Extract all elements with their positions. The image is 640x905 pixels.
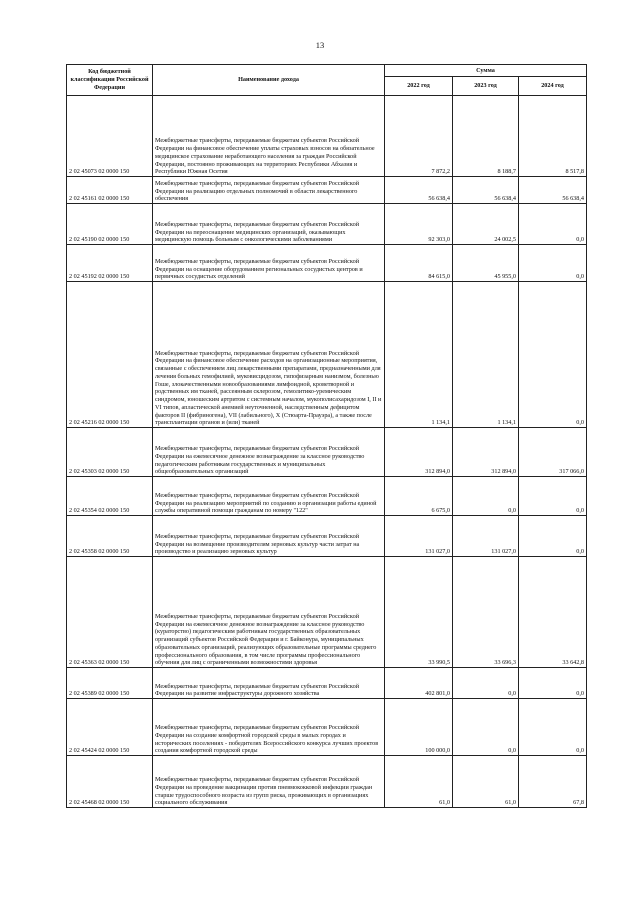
row-2024: 67,8 <box>519 756 587 808</box>
row-2024: 0,0 <box>519 204 587 245</box>
row-code: 2 02 45468 02 0000 150 <box>67 756 153 808</box>
row-code: 2 02 45389 02 0000 150 <box>67 668 153 699</box>
row-2022: 1 134,1 <box>385 282 453 428</box>
row-2022: 7 872,2 <box>385 96 453 177</box>
table-row <box>67 477 587 516</box>
row-name: Межбюджетные трансферты, передаваемые бюджетам субъектов Российской Федерации на финансовое обеспечение уплаты страховых взносов на обязательное медицинское страхование неработающего населения за граждан Российской Федерации, постоянно проживающих на территориях Республики Абхазия и Республики Южная Осетия <box>153 96 385 177</box>
budget-income-table <box>66 64 587 808</box>
table-row <box>67 204 587 245</box>
row-code: 2 02 45073 02 0000 150 <box>67 96 153 177</box>
row-name: Межбюджетные трансферты, передаваемые бюджетам субъектов Российской Федерации на финансовое обеспечение расходов на организационные мероприятия, связанные с обеспечением лиц лекарственными препаратами, предназначенными для лечения больных гемофилией, муковисцидозом, гипофизарным нанизмом, болезнью Гоше, злокачественными новообразованиями лимфоидной, кроветворной и родственных им тканей, рассеянным склерозом, гемолитико-уремическим синдромом, юношеским артритом с системным началом, мукополисахаридозом I, II и VI типов, апластической анемией неуточненной, наследственным дефицитом факторов II (фибриногена), VII (лабильного), X (Стюарта-Прауэра), а также после трансплантации органов и (или) тканей <box>153 282 385 428</box>
row-2022: 402 801,0 <box>385 668 453 699</box>
row-2023: 1 134,1 <box>453 282 519 428</box>
row-2024: 0,0 <box>519 668 587 699</box>
row-2023: 0,0 <box>453 668 519 699</box>
header-year-2023: 2023 год <box>453 77 519 96</box>
row-code: 2 02 45190 02 0000 150 <box>67 204 153 245</box>
row-2022: 92 303,0 <box>385 204 453 245</box>
row-name: Межбюджетные трансферты, передаваемые бюджетам субъектов Российской Федерации на оснащение оборудованием региональных сосудистых центров и первичных сосудистых отделений <box>153 245 385 282</box>
row-2023: 24 002,5 <box>453 204 519 245</box>
row-2024: 8 517,8 <box>519 96 587 177</box>
header-sum: Сумма <box>385 65 587 77</box>
row-2022: 61,0 <box>385 756 453 808</box>
header-year-2024: 2024 год <box>519 77 587 96</box>
table-row <box>67 177 587 204</box>
row-2024: 0,0 <box>519 516 587 557</box>
row-2023: 312 894,0 <box>453 428 519 477</box>
row-2024: 0,0 <box>519 699 587 756</box>
row-code: 2 02 45354 02 0000 150 <box>67 477 153 516</box>
row-name: Межбюджетные трансферты, передаваемые бюджетам субъектов Российской Федерации на ежемесячное денежное вознаграждение за классное руководство педагогическим работникам государственных и муниципальных общеобразовательных организаций <box>153 428 385 477</box>
header-name: Наименование дохода <box>153 65 385 96</box>
row-2023: 45 955,0 <box>453 245 519 282</box>
row-name: Межбюджетные трансферты, передаваемые бюджетам субъектов Российской Федерации на переоснащение медицинских организаций, оказывающих медицинскую помощь больным с онкологическими заболеваниями <box>153 204 385 245</box>
table-header-row <box>67 65 587 77</box>
row-code: 2 02 45216 02 0000 150 <box>67 282 153 428</box>
row-2024: 56 638,4 <box>519 177 587 204</box>
page-number: 13 <box>315 40 325 50</box>
row-name: Межбюджетные трансферты, передаваемые бюджетам субъектов Российской Федерации на возмещение производителям зерновых культур части затрат на производство и реализацию зерновых культур <box>153 516 385 557</box>
row-code: 2 02 45303 02 0000 150 <box>67 428 153 477</box>
row-code: 2 02 45363 02 0000 150 <box>67 557 153 668</box>
row-name: Межбюджетные трансферты, передаваемые бюджетам субъектов Российской Федерации на развитие инфраструктуры дорожного хозяйства <box>153 668 385 699</box>
row-2024: 0,0 <box>519 282 587 428</box>
row-2024: 0,0 <box>519 477 587 516</box>
row-2023: 0,0 <box>453 477 519 516</box>
row-name: Межбюджетные трансферты, передаваемые бюджетам субъектов Российской Федерации на проведение вакцинации против пневмококковой инфекции граждан старше трудоспособного возраста из групп риска, проживающих в организациях социального обслуживания <box>153 756 385 808</box>
row-code: 2 02 45358 02 0000 150 <box>67 516 153 557</box>
table-row <box>67 428 587 477</box>
row-code: 2 02 45192 02 0000 150 <box>67 245 153 282</box>
row-2023: 131 027,0 <box>453 516 519 557</box>
row-2023: 8 188,7 <box>453 96 519 177</box>
row-name: Межбюджетные трансферты, передаваемые бюджетам субъектов Российской Федерации на реализацию мероприятий по созданию и организации работы единой службы оперативной помощи гражданам по номеру "122" <box>153 477 385 516</box>
header-code: Код бюджетной классификации Российской Федерации <box>67 65 153 96</box>
row-2023: 0,0 <box>453 699 519 756</box>
row-2022: 100 000,0 <box>385 699 453 756</box>
table-row <box>67 699 587 756</box>
table-row <box>67 516 587 557</box>
row-2023: 56 638,4 <box>453 177 519 204</box>
row-2022: 56 638,4 <box>385 177 453 204</box>
table-row <box>67 245 587 282</box>
row-code: 2 02 45161 02 0000 150 <box>67 177 153 204</box>
row-2022: 131 027,0 <box>385 516 453 557</box>
table-row <box>67 96 587 177</box>
row-code: 2 02 45424 02 0000 150 <box>67 699 153 756</box>
row-name: Межбюджетные трансферты, передаваемые бюджетам субъектов Российской Федерации на создание комфортной городской среды в малых городах и исторических поселениях - победителях Всероссийского конкурса лучших проектов создания комфортной городской среды <box>153 699 385 756</box>
table-row <box>67 756 587 808</box>
row-2024: 317 066,0 <box>519 428 587 477</box>
row-2023: 33 696,3 <box>453 557 519 668</box>
table-row <box>67 668 587 699</box>
table-row <box>67 282 587 428</box>
row-2024: 33 642,8 <box>519 557 587 668</box>
row-2024: 0,0 <box>519 245 587 282</box>
table-row <box>67 557 587 668</box>
row-2022: 84 615,0 <box>385 245 453 282</box>
row-2022: 6 675,0 <box>385 477 453 516</box>
row-name: Межбюджетные трансферты, передаваемые бюджетам субъектов Российской Федерации на реализацию отдельных полномочий в области лекарственного обеспечения <box>153 177 385 204</box>
header-year-2022: 2022 год <box>385 77 453 96</box>
row-name: Межбюджетные трансферты, передаваемые бюджетам субъектов Российской Федерации на ежемесячное денежное вознаграждение за классное руководство (кураторство) педагогическим работникам государственных образовательных организаций субъектов Российской Федерации и г. Байконура, муниципальных образовательных организаций, реализующих образовательные программы среднего профессионального образования, в том числе программы профессионального обучения для лиц с ограниченными возможностями здоровья <box>153 557 385 668</box>
row-2022: 312 894,0 <box>385 428 453 477</box>
row-2022: 33 990,5 <box>385 557 453 668</box>
row-2023: 61,0 <box>453 756 519 808</box>
